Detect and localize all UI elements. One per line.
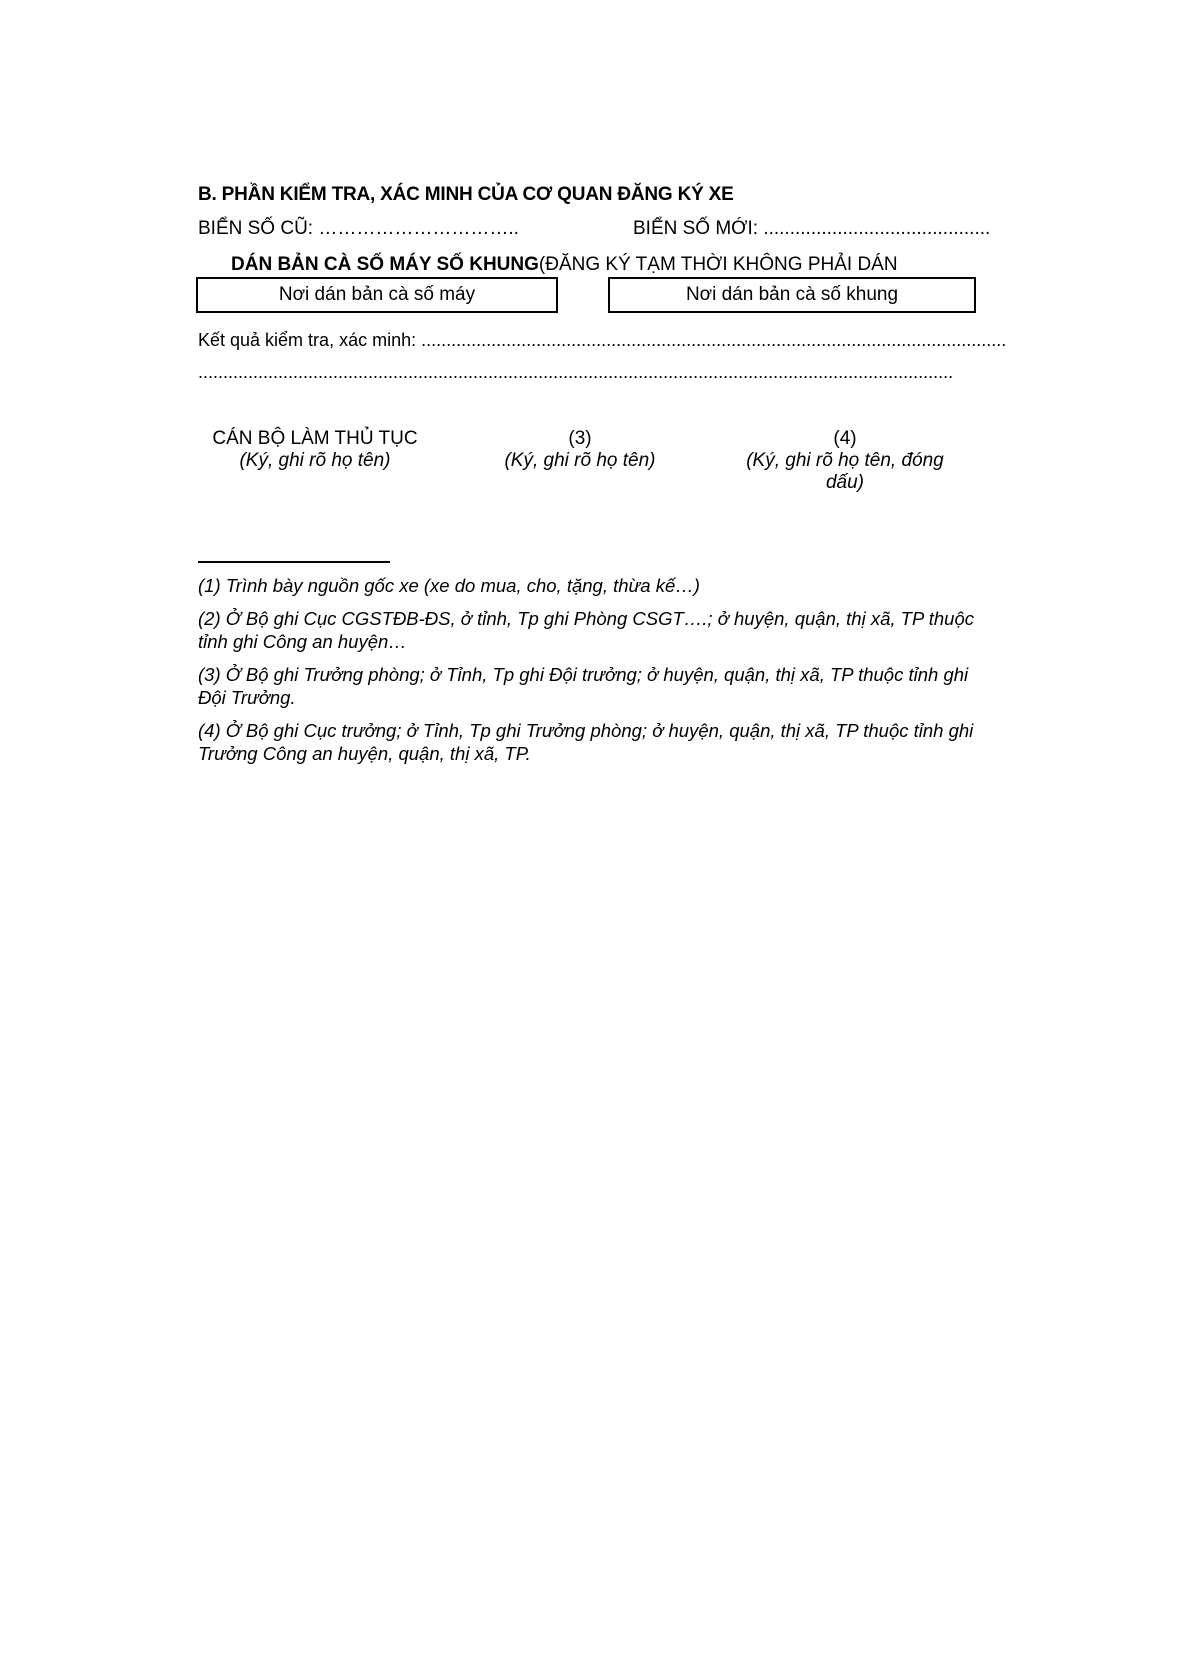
- verification-result-label: Kết quả kiểm tra, xác minh:: [198, 330, 417, 350]
- old-plate-dots: …………………………..: [318, 218, 519, 239]
- section-title: B. PHẦN KIỂM TRA, XÁC MINH CỦA CƠ QUAN ĐĂNG KÝ XE: [198, 184, 734, 205]
- engine-number-box-label: Nơi dán bản cà số máy: [278, 284, 476, 305]
- frame-number-box: [608, 277, 976, 313]
- old-plate-field: [198, 218, 519, 240]
- stamp-heading: [231, 254, 898, 276]
- footnote-4: (4) Ở Bộ ghi Cục trưởng; ở Tỉnh, Tp ghi Trưởng phòng; ở huyện, quận, thị xã, TP thuộc tỉnh ghi Trưởng Công an huyện, quận, thị xã, TP.: [198, 720, 974, 764]
- signature-3-title: (3): [568, 428, 592, 449]
- old-plate-label: BIỂN SỐ CŨ:: [198, 218, 314, 239]
- verification-result-line-2: .......................................................................................................................................................: [198, 362, 954, 382]
- stamp-heading-note: (ĐĂNG KÝ TẠM THỜI KHÔNG PHẢI DÁN: [538, 254, 898, 275]
- signature-4-title: (4): [833, 428, 857, 449]
- signature-4-sub: (Ký, ghi rõ họ tên, đóng dấu): [746, 450, 944, 493]
- signature-officer: [190, 428, 440, 472]
- signature-4: [730, 428, 960, 494]
- stamp-heading-bold: DÁN BẢN CÀ SỐ MÁY SỐ KHUNG: [231, 254, 539, 275]
- verification-result-line: [198, 330, 1006, 351]
- signature-3: [485, 428, 675, 472]
- verification-result-dots: .....................................................................................................................: [421, 330, 1007, 350]
- signature-officer-sub: (Ký, ghi rõ họ tên): [239, 450, 391, 471]
- new-plate-dots: ...........................................: [763, 218, 991, 239]
- new-plate-field: [633, 218, 990, 240]
- footnote-2: (2) Ở Bộ ghi Cục CGSTĐB-ĐS, ở tỉnh, Tp ghi Phòng CSGT….; ở huyện, quận, thị xã, TP thuộc tỉnh ghi Công an huyện…: [198, 608, 974, 652]
- frame-number-box-label: Nơi dán bản cà số khung: [685, 284, 899, 305]
- footnote-divider: [198, 561, 390, 563]
- signature-officer-title: CÁN BỘ LÀM THỦ TỤC: [212, 428, 418, 449]
- new-plate-label: BIỂN SỐ MỚI:: [633, 218, 759, 239]
- engine-number-box: [196, 277, 558, 313]
- footnotes: [198, 574, 978, 775]
- footnote-3: (3) Ở Bộ ghi Trưởng phòng; ở Tỉnh, Tp ghi Đội trưởng; ở huyện, quận, thị xã, TP thuộc tỉnh ghi Đội Trưởng.: [198, 664, 969, 708]
- footnote-1: (1) Trình bày nguồn gốc xe (xe do mua, cho, tặng, thừa kế…): [198, 575, 700, 596]
- signature-3-sub: (Ký, ghi rõ họ tên): [504, 450, 656, 471]
